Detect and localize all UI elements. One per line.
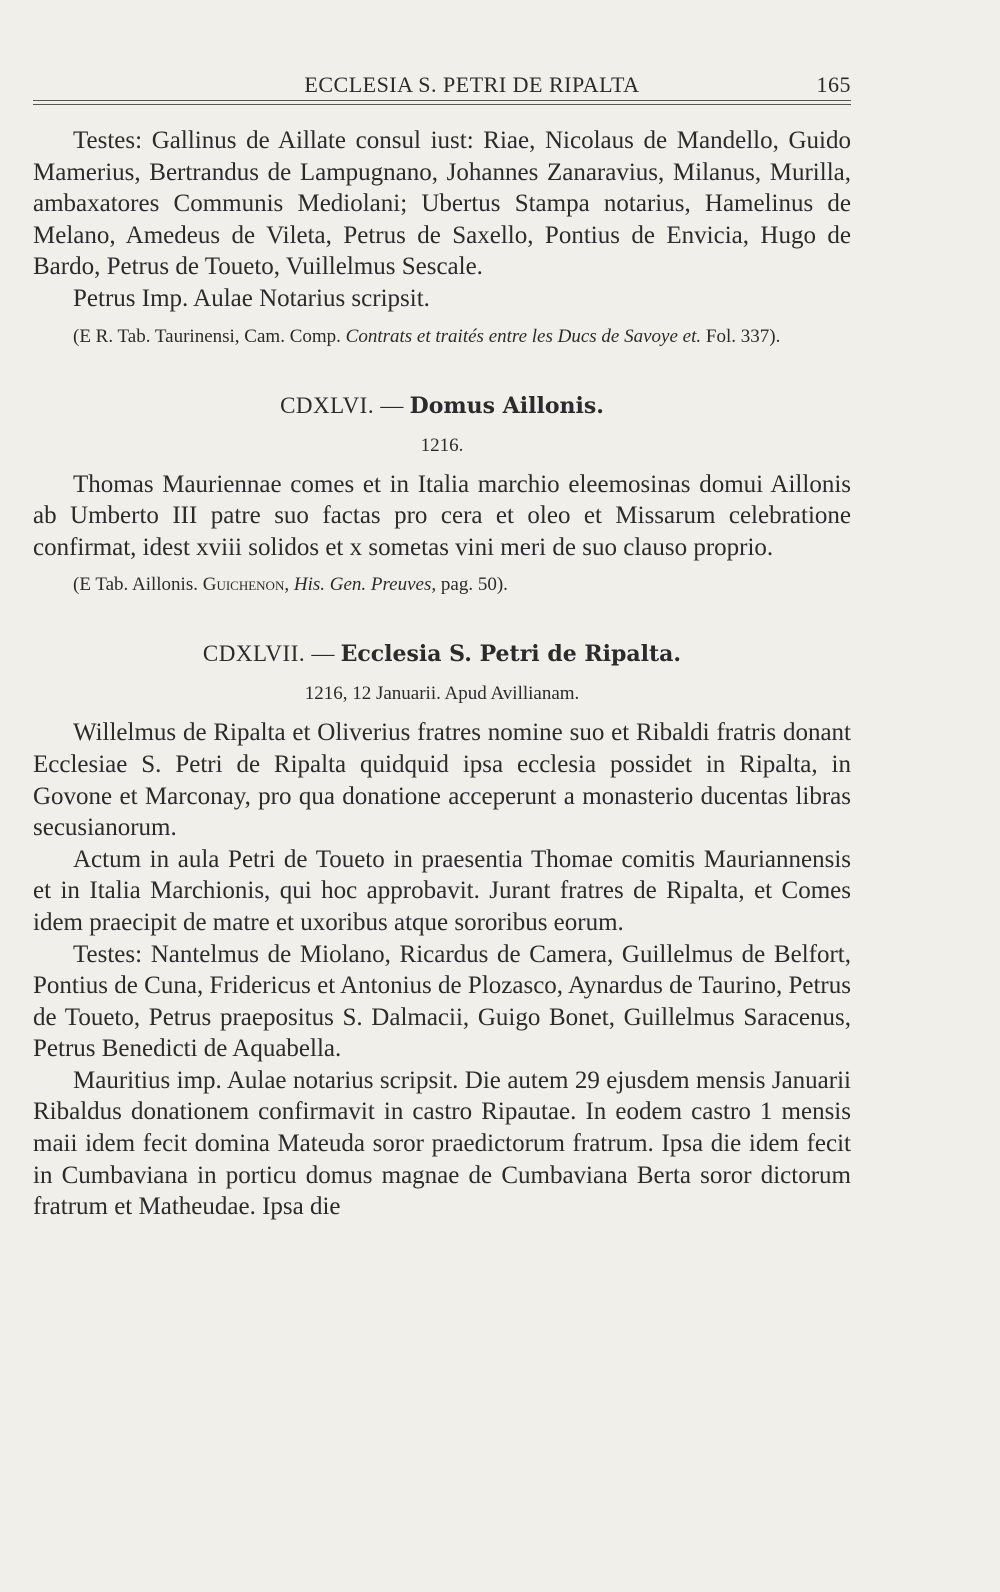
running-head bbox=[33, 60, 851, 96]
source-citation: (E R. Tab. Taurinensi, Cam. Comp. Contrats et traités entre les Ducs de Savoye et. Fol. 337). bbox=[73, 325, 781, 347]
document-title: Ecclesia S. Petri de Ripalta. bbox=[340, 641, 682, 668]
book-page bbox=[33, 60, 851, 1223]
document-date: 1216. bbox=[420, 434, 464, 456]
source-citation: (E Tab. Aillonis. Guichenon, His. Gen. Preuves, pag. 50). bbox=[73, 574, 508, 596]
notary-paragraph: Mauritius imp. Aulae notarius scripsit. Die autem 29 ejusdem mensis Januarii Ribaldus donationem confirmavit in castro Ripautae. In eodem castro 1 mensis maii idem fecit domina Mateuda soror praedictorum fratrum. Ipsa die idem fecit in Cumbaviana in porticu domus magnae de Cumbaviana Berta soror dictorum fratrum et Matheudae. Ipsa die bbox=[33, 1066, 851, 1221]
document-heading bbox=[33, 641, 851, 667]
citation-author: Guichenon, bbox=[202, 574, 290, 596]
running-title: ECCLESIA S. PETRI DE RIPALTA bbox=[304, 72, 640, 97]
document-text: Thomas Mauriennae comes et in Italia marchio eleemosinas domui Aillonis ab Umberto III patre suo factas pro cera et oleo et Missarum celebratione confirmat, idest xviii solidos et x sometas vini meri de suo clauso proprio. bbox=[33, 470, 851, 561]
actum-paragraph: Actum in aula Petri de Toueto in praesentia Thomae comitis Mauriannensis et in Italia Marchionis, qui hoc approbavit. Jurant fratres de Ripalta, et Comes idem praecipit de matre et uxoribus atque sororibus eorum. bbox=[33, 845, 851, 936]
document-text: Willelmus de Ripalta et Oliverius fratres nomine suo et Ribaldi fratris donant Ecclesiae S. Petri de Ripalta quidquid ipsa ecclesia possidet in Ripalta, in Govone et Marconay, pro qua donatione acceperunt a monasterio ducentas libras secusianorum. bbox=[33, 719, 851, 842]
page-number: 165 bbox=[816, 72, 851, 97]
document-title: Domus Aillonis. bbox=[409, 392, 604, 419]
witness-list-paragraph: Testes: Nantelmus de Miolano, Ricardus de Camera, Guillelmus de Belfort, Pontius de Cuna, Fridericus et Antonius de Plozasco, Aynardus de Taurino, Petrus de Toueto, Petrus praepositus S. Dalmacii, Guigo Bonet, Guillelmus Saracenus, Petrus Benedicti de Aquabella. bbox=[33, 940, 851, 1063]
document-number: CDXLVI. — bbox=[280, 392, 404, 418]
document-date: 1216, 12 Januarii. Apud Avillianam. bbox=[304, 683, 580, 705]
notary-paragraph: Petrus Imp. Aulae Notarius scripsit. bbox=[73, 284, 430, 312]
header-rule bbox=[33, 100, 851, 105]
document-number: CDXLVII. — bbox=[202, 641, 335, 667]
document-heading bbox=[33, 393, 851, 419]
witness-list-paragraph: Testes: Gallinus de Aillate consul iust: Riae, Nicolaus de Mandello, Guido Mamerius, Bertrandus de Lampugnano, Johannes Zanaravius, Milanus, Murilla, ambaxatores Communis Mediolani; Ubertus Stampa notarius, Hamelinus de Melano, Amedeus de Vileta, Petrus de Saxello, Pontius de Envicia, Hugo de Bardo, Petrus de Toueto, Vuillelmus Sescale. bbox=[33, 127, 851, 281]
